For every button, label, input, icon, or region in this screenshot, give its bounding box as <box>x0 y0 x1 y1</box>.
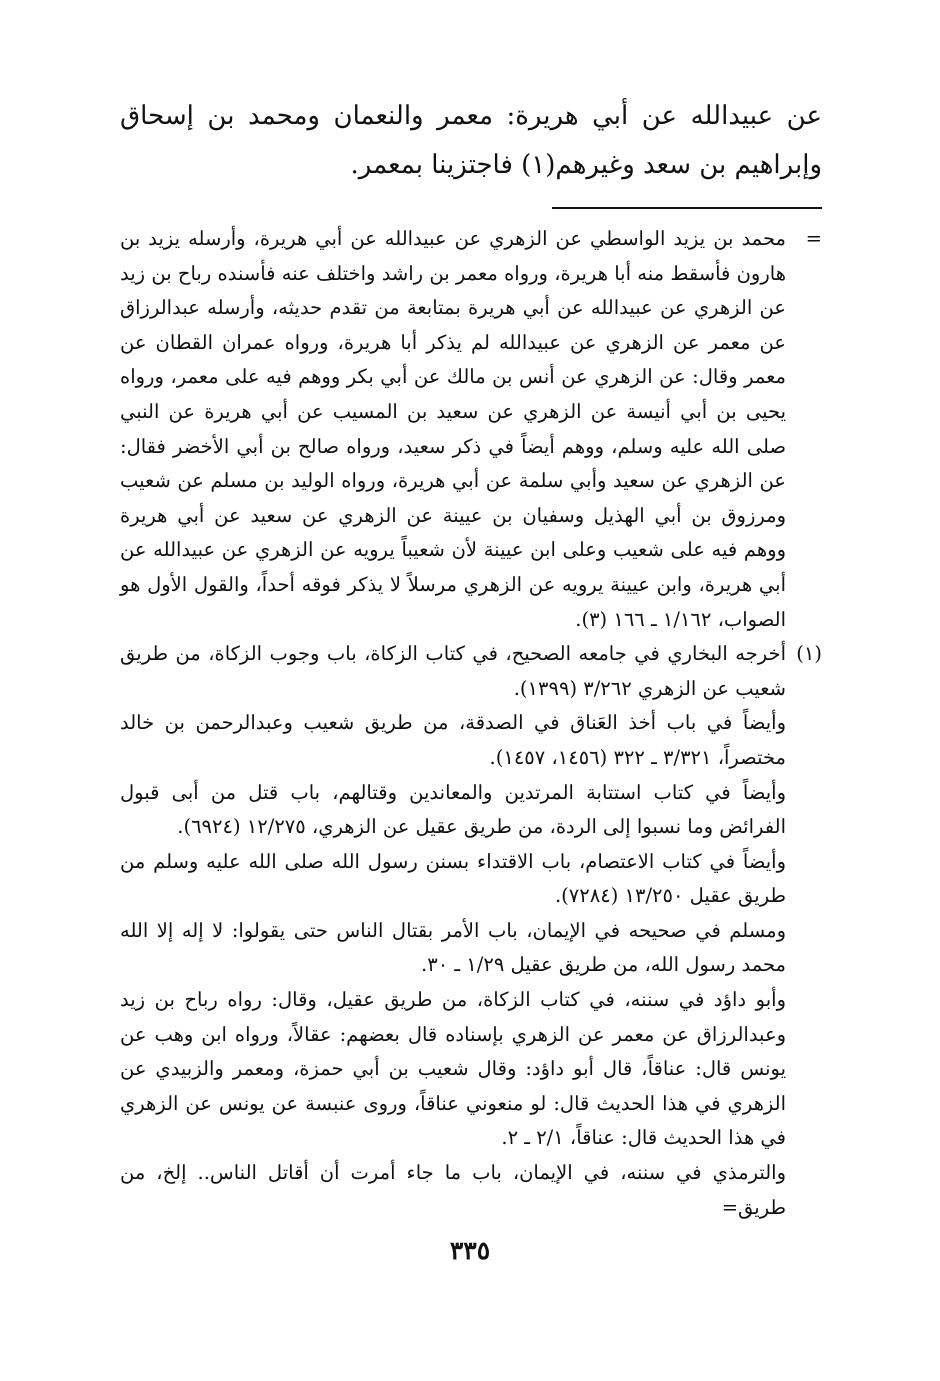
footnote-1 <box>120 637 822 1225</box>
footnote-paragraph: أخرجه البخاري في جامعه الصحيح، في كتاب الزكاة، باب وجوب الزكاة، من طريق شعيب عن الزهري ٣/٢٦٢ (١٣٩٩). <box>120 642 786 700</box>
footnote-paragraph: ومسلم في صحيحه في الإيمان، باب الأمر بقتال الناس حتى يقولوا: لا إله إلا الله محمد رسول الله، من طريق عقيل ١/٢٩ ـ ٣٠. <box>120 918 786 977</box>
footnote-continued-text: محمد بن يزيد الواسطي عن الزهري عن عبيدالله عن أبي هريرة، وأرسله يزيد بن هارون فأسقط منه أبا هريرة، ورواه معمر بن راشد واختلف عنه فأسنده رباح بن زيد عن الزهري عن عبيدالله عن أبي هريرة بمتابعة من تقدم حديثه، وأرسله عبدالرزاق عن معمر عن الزهري عن عبيدالله لم يذكر أبا هريرة، ورواه عمران القطان عن معمر وقال: عن الزهري عن أنس بن مالك عن أبي بكر ووهم فيه على معمر، ورواه يحيى بن أبي أنيسة عن الزهري عن سعيد بن المسيب عن أبي هريرة عن النبي صلى الله عليه وسلم، ووهم أيضاً في ذكر سعيد، ورواه صالح بن أبي الأخضر فقال: عن الزهري عن سعيد وأبي سلمة عن أبي هريرة، ورواه الوليد بن مسلم عن شعيب ومرزوق بن أبي الهذيل وسفيان بن عيينة عن الزهري عن سعيد عن أبي هريرة ووهم فيه على شعيب وعلى ابن عيينة لأن شعيباً يرويه عن الزهري عن عبيدالله عن أبي هريرة، وابن عيينة يرويه عن الزهري مرسلاً لا يذكر فوقه أحداً، والقول الأول هو الصواب، ١/١٦٢ ـ ١٦٦ (٣). <box>120 227 786 631</box>
footnote-separator <box>552 207 822 209</box>
footnote-continuation-mark: = <box>805 227 822 250</box>
main-text <box>120 92 822 190</box>
footnote-paragraph: وأبو داؤد في سننه، في كتاب الزكاة، من طريق عقيل، وقال: رواه رباح بن زيد وعبدالرزاق عن معمر عن الزهري بإسناده قال بعضهم: عقالاً، ورواه ابن وهب عن يونس قال: عناقاً، قال أبو داؤد: وقال شعيب بن أبي حمزة، ومعمر والزبيدي عن الزهري في هذا الحديث قال: لو منعوني عناقاً، وروى عنبسة عن يونس عن الزهري في هذا الحديث قال: عناقاً، ٢/١ ـ ٢. <box>120 988 786 1150</box>
footnote-1-marker: (١) <box>796 642 822 666</box>
main-text-line-2: وإبراهيم بن سعد وغيرهم(١) فاجتزينا بمعمر. <box>350 150 822 180</box>
main-text-line-1: عن عبيدالله عن أبي هريرة: معمر والنعمان ومحمد بن إسحاق <box>120 101 822 131</box>
footnote-paragraph: وأيضاً في كتاب الاعتصام، باب الاقتداء بسنن رسول الله صلى الله عليه وسلم من طريق عقيل ١٣/٢٥٠ (٧٢٨٤). <box>120 849 786 908</box>
footnote-paragraph: وأيضاً في كتاب استتابة المرتدين والمعاندين وقتالهم، باب قتل من أبى قبول الفرائض وما نسبوا إلى الردة، من طريق عقيل عن الزهري، ١٢/٢٧٥ (٦٩٢٤). <box>120 780 786 839</box>
footnote-paragraph: والترمذي في سننه، في الإيمان، باب ما جاء أمرت أن أقاتل الناس.. إلخ، من طريق= <box>120 1161 786 1219</box>
footnote-continued <box>120 222 822 637</box>
footnotes <box>120 222 822 1225</box>
footnote-paragraph: وأيضاً في باب أخذ العَناق في الصدقة، من طريق شعيب وعبدالرحمن بن خالد مختصراً، ٣/٣٢١ ـ ٣٢٢ (١٤٥٦، ١٤٥٧). <box>120 711 786 769</box>
page-number: ٣٣٥ <box>449 1236 491 1265</box>
